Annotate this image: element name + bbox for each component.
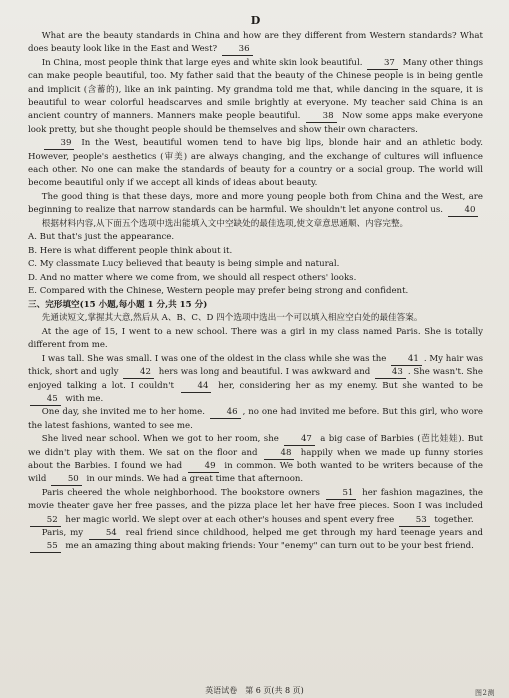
blank-49[interactable]: 49 <box>188 461 219 473</box>
option-e: E. Compared with the Chinese, Western people may prefer being strong and confident. <box>28 286 409 297</box>
blank-36[interactable]: 36 <box>222 44 253 56</box>
page-footer: 英语试卷 第 6 页(共 8 页) <box>205 686 304 695</box>
blank-41[interactable]: 41 <box>391 354 422 366</box>
cloze-paragraph-6: Paris, my 54 real friend since childhood, helped me get through my hard teenage years and 55 me an amazing thing about making friends: Your "enemy" can turn out to be your best friend. <box>28 527 483 554</box>
blank-44[interactable]: 44 <box>181 381 212 393</box>
blank-47[interactable]: 47 <box>284 434 315 446</box>
section-3-instruction: 先通读短文,掌握其大意,然后从 A、B、C、D 四个选项中选出一个可以填入相应空白处的最佳答案。 <box>41 313 423 324</box>
passage-d-paragraph-4: The good thing is that these days, more and more young people both from China and the West, are beginning to realize that narrow standards can be harmful. We shouldn't let anyone control us. 40 <box>28 191 483 216</box>
blank-50[interactable]: 50 <box>51 474 82 486</box>
blank-40[interactable]: 40 <box>448 205 479 217</box>
blank-46[interactable]: 46 <box>210 407 241 419</box>
option-a: A. But that's just the appearance. <box>28 232 175 243</box>
blank-43[interactable]: 43 <box>375 367 406 379</box>
cloze-paragraph-2: I was tall. She was small. I was one of the oldest in the class while she was the 41 . My hair was thick, short and ugly 42 hers was long and beautiful. I was awkward and 43 . She wasn't. She enjoyed talking a lot. I couldn't 44 her, considering her as my enemy. But she wanted to be 45 with me. <box>28 353 483 404</box>
blank-42[interactable]: 42 <box>123 367 154 379</box>
blank-48[interactable]: 48 <box>264 448 295 460</box>
passage-d-paragraph-3: 39 In the West, beautiful women tend to have big lips, blonde hair and an athletic body. However, people's aesthetics (审美) are always changing, and the exchange of cultures will influence each other. No one can make the standards of beauty for a country or a social group. The world will become beautiful only if we accept all kinds of ideas about beauty. <box>28 138 484 189</box>
blank-37[interactable]: 37 <box>367 58 398 70</box>
blank-51[interactable]: 51 <box>326 488 357 500</box>
blank-52[interactable]: 52 <box>30 515 61 527</box>
corner-mark: 图2测 <box>475 689 495 697</box>
blank-39[interactable]: 39 <box>44 138 75 150</box>
blank-54[interactable]: 54 <box>89 528 120 540</box>
option-c: C. My classmate Lucy believed that beauty is being simple and natural. <box>28 259 340 270</box>
section-letter: D <box>250 14 261 27</box>
passage-d-paragraph-2: In China, most people think that large eyes and white skin look beautiful. 37 Many other things can make people beautiful, too. My father said that the beauty of the Chinese people is in being gentle and implicit (含蓄的), like an ink painting. My grandma told me that, while dancing in the square, it is beautiful to wear colorful headscarves and smile brightly at everyone. My teacher said China is an ancient country of manners. Manners make people beautiful. 38 Now some apps make everyone look pretty, but she thought people should be themselves and show their own characters. <box>28 57 483 135</box>
blank-53[interactable]: 53 <box>399 515 430 527</box>
cloze-paragraph-1: At the age of 15, I went to a new school. There was a girl in my class named Paris. She is totally different from me. <box>28 326 483 351</box>
passage-d-paragraph-1: What are the beauty standards in China and how are they different from Western standards? What does beauty look like in the East and West? 36 <box>28 31 483 55</box>
blank-38[interactable]: 38 <box>306 111 337 123</box>
option-b: B. Here is what different people think about it. <box>28 245 233 256</box>
options-list <box>28 231 483 299</box>
blank-55[interactable]: 55 <box>30 541 61 553</box>
option-d: D. And no matter where we come from, we should all respect others' looks. <box>28 272 357 283</box>
cloze-paragraph-3: One day, she invited me to her home. 46 , no one had invited me before. But this girl, who wore the latest fashions, wanted to see me. <box>28 407 483 431</box>
cloze-paragraph-5: Paris cheered the whole neighborhood. The bookstore owners 51 her fashion magazines, the movie theater gave her free passes, and the pizza place let her have free pieces. Soon I was included 52 her magic world. We slept over at each other's houses and spent every free 53 together. <box>28 487 483 525</box>
cloze-paragraph-4: She lived near school. When we got to her room, she 47 a big case of Barbies (芭比娃娃). But we didn't play with them. We sat on the floor and 48 happily when we made up funny stories about the Barbies. I found we had 49 in common. We both wanted to be writers because of the wild 50 in our minds. We had a great time that afternoon. <box>28 434 484 485</box>
instruction-d: 根据材料内容,从下面五个选项中选出能填入文中空缺处的最佳选项,使文章意思通顺、内容完整。 <box>41 218 409 229</box>
blank-45[interactable]: 45 <box>30 394 61 406</box>
section-3-title: 三、完形填空(15 小题,每小题 1 分,共 15 分) <box>28 300 208 311</box>
